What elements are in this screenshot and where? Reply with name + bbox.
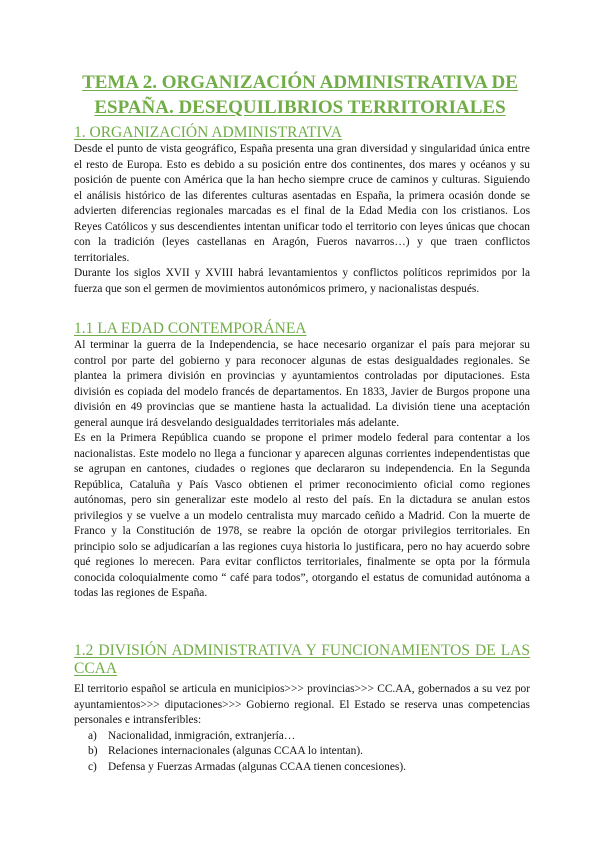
competencias-list: [74, 729, 530, 776]
list-item-text: Relaciones internacionales (algunas CCAA lo intentan).: [108, 745, 363, 757]
section-1-heading: 1. ORGANIZACIÓN ADMINISTRATIVA: [74, 124, 342, 141]
list-marker: c): [88, 760, 97, 773]
section-1-2-heading: [74, 642, 530, 678]
section-1-2-heading-line-1: 1.2 DIVISIÓN ADMINISTRATIVA Y FUNCIONAMIENTOS DE LAS: [74, 642, 530, 659]
list-marker: a): [88, 729, 97, 742]
document-title: [60, 70, 540, 120]
section-1-1-paragraph-2: Es en la Primera República cuando se propone el primer modelo federal para contentar a los nacionalistas. Este modelo no llega a funcionar y aparecen algunas corrientes independentistas que se agrupan en cantones, ciudades o regiones que declararon su independencia. En la Segunda República, Cataluña y País Vasco obtienen el primer reconocimiento oficial como regiones autónomas, pero sin generalizar este modelo al resto del país. En la dictadura se anulan estos privilegios y se vuelve a un modelo centralista muy marcado ceñido a Madrid. Con la muerte de Franco y la Constitución de 1978, se reabre la opción de otorgar privilegios territoriales. En principio solo se adjudicarían a las regiones cuya historia lo justificara, pero no hay acuerdo sobre qué regiones lo merecen. Para evitar conflictos territoriales, finalmente se opta por la fórmula conocida coloquialmente como “ café para todos”, otorgando el estatus de comunidad autónoma a todas las regiones de España.: [74, 432, 530, 599]
list-item: [74, 729, 530, 745]
title-line-1: TEMA 2. ORGANIZACIÓN ADMINISTRATIVA DE: [82, 72, 518, 93]
section-1-1-heading: 1.1 LA EDAD CONTEMPORÁNEA: [74, 320, 307, 337]
section-1-2-heading-line-2: CCAA: [74, 660, 118, 677]
section-1-2-paragraph-1: El territorio español se articula en municipios>>> provincias>>> CC.AA, gobernados a su vez por ayuntamientos>>> diputaciones>>> Gobierno regional. El Estado se reserva unas competencias personales e intransferibles:: [74, 683, 530, 726]
list-item: [74, 760, 530, 776]
section-1-1-body: [74, 338, 530, 602]
section-1-1-paragraph-1: Al terminar la guerra de la Independencia, se hace necesario organizar el país para mejorar su control por parte del gobierno y para reconocer algunas de estas desigualdades regionales. Se plantea la primera división en provincias y ayuntamientos controladas por diputaciones. Esta división es copiada del modelo francés de departamentos. En 1833, Javier de Burgos propone una división en 49 provincias que se mantiene hasta la actualidad. La división tiene una aceptación general aunque irá desvelando desigualdades territoriales más adelante.: [74, 339, 530, 429]
section-1-2-body: [74, 682, 530, 775]
section-1-paragraph-2: Durante los siglos XVII y XVIII habrá levantamientos y conflictos políticos reprimidos por la fuerza que son el germen de movimientos autonómicos primero, y nacionalistas después.: [74, 267, 530, 295]
list-marker: b): [88, 745, 98, 757]
section-1-body: [74, 142, 530, 297]
section-1-paragraph-1: Desde el punto de vista geográfico, España presenta una gran diversidad y singularidad única entre el resto de Europa. Esto es debido a su posición entre dos continentes, dos mares y océanos y su posición de puente con América que la han hecho siempre cruce de caminos y culturas. Siguiendo el análisis histórico de las diferentes culturas asentadas en España, la primera ocasión donde se advierten diferencias regionales marcadas es el final de la Edad Media con los cristianos. Los Reyes Católicos y sus descendientes intentan unificar todo el territorio con leyes únicas que chocan con la tradición (leyes castellanas en Aragón, Fueros navarros…) y que traen conflictos territoriales.: [74, 143, 530, 264]
title-line-2: ESPAÑA. DESEQUILIBRIOS TERRITORIALES: [94, 97, 506, 118]
list-item: [74, 744, 530, 760]
list-item-text: Nacionalidad, inmigración, extranjería…: [108, 729, 296, 742]
list-item-text: Defensa y Fuerzas Armadas (algunas CCAA tienen concesiones).: [108, 760, 406, 773]
